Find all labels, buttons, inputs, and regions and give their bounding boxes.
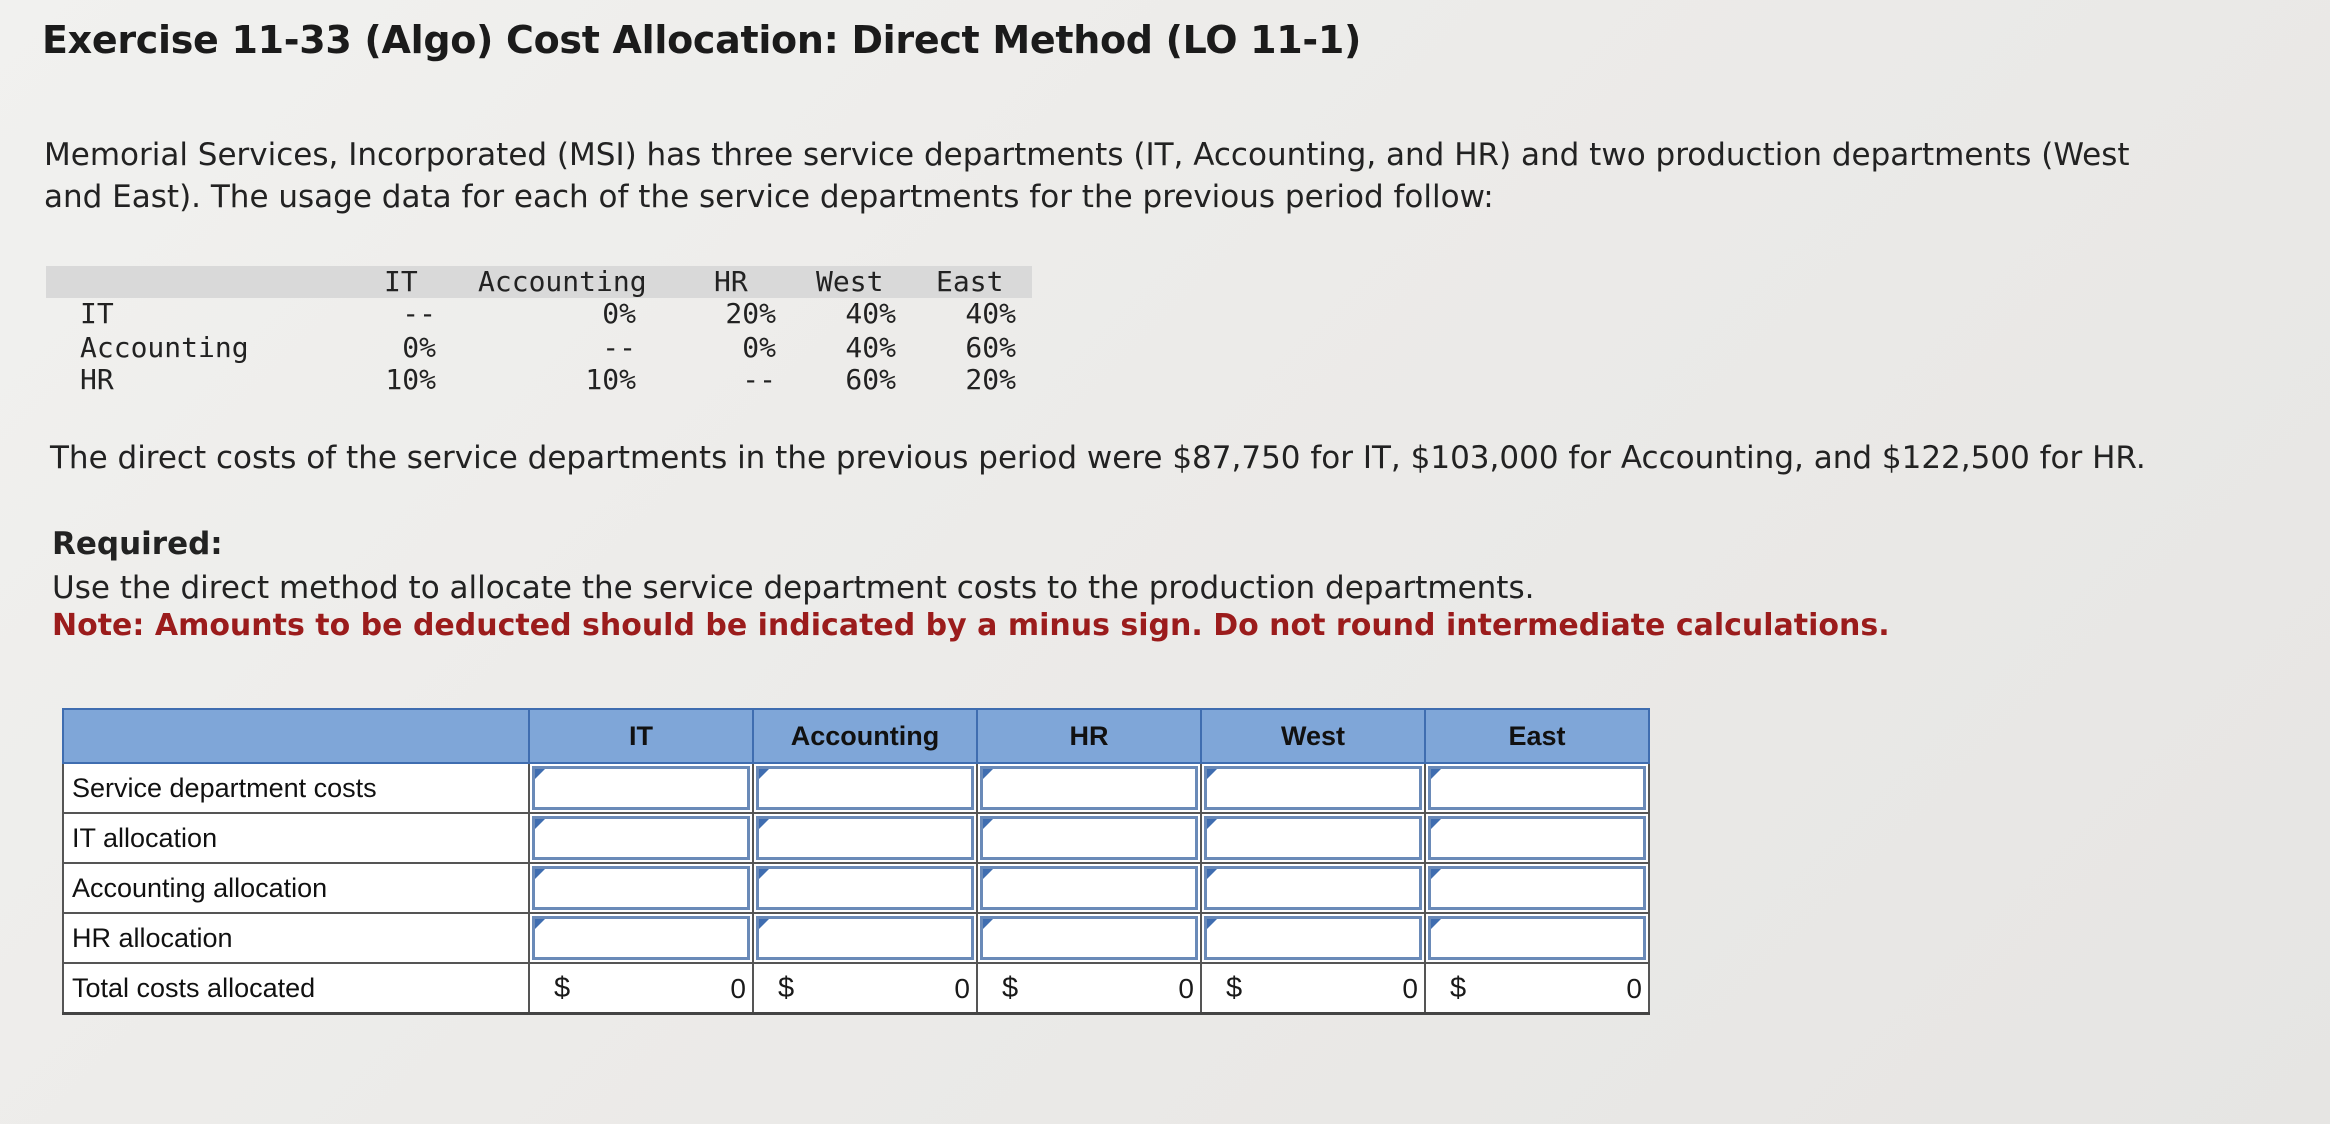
usage-cell: -- <box>602 331 636 364</box>
input-it-alloc-accounting[interactable] <box>753 813 977 863</box>
usage-cell: 40% <box>965 297 1016 330</box>
input-acct-alloc-hr[interactable] <box>977 863 1201 913</box>
input-service-west[interactable] <box>1201 763 1425 813</box>
input-hr-alloc-accounting[interactable] <box>753 913 977 963</box>
required-note: Note: Amounts to be deducted should be indicated by a minus sign. Do not round intermediate calculations. <box>52 608 1890 643</box>
table-row <box>63 863 1649 913</box>
currency-symbol: $ <box>554 972 571 1004</box>
usage-cell: 0% <box>602 297 636 330</box>
total-west <box>1201 963 1425 1014</box>
usage-col-east: East <box>936 265 1004 298</box>
total-value: 0 <box>1178 973 1194 1004</box>
usage-row-label: Accounting <box>80 331 249 364</box>
input-acct-alloc-it[interactable] <box>529 863 753 913</box>
intro-paragraph: Memorial Services, Incorporated (MSI) has three service departments (IT, Accounting, and HR) and two production departments (West and East). The usage data for each of the service departments for the previous period follow: <box>44 137 2130 215</box>
input-acct-alloc-east[interactable] <box>1425 863 1649 913</box>
input-it-alloc-hr[interactable] <box>977 813 1201 863</box>
answer-header-blank <box>63 709 529 763</box>
required-heading: Required: <box>52 526 223 562</box>
row-label-service-costs: Service department costs <box>63 763 529 813</box>
row-label-total: Total costs allocated <box>63 963 529 1014</box>
input-hr-alloc-hr[interactable] <box>977 913 1201 963</box>
input-acct-alloc-accounting[interactable] <box>753 863 977 913</box>
total-east <box>1425 963 1649 1014</box>
usage-cell: 0% <box>742 331 776 364</box>
answer-col-west: West <box>1201 709 1425 763</box>
currency-symbol: $ <box>1450 972 1467 1004</box>
usage-cell: 40% <box>845 297 896 330</box>
usage-cell: 60% <box>845 363 896 396</box>
usage-cell: 10% <box>585 363 636 396</box>
total-value: 0 <box>1402 973 1418 1004</box>
usage-cell: 20% <box>725 297 776 330</box>
usage-cell: 0% <box>402 331 436 364</box>
usage-cell: 40% <box>845 331 896 364</box>
usage-col-it: IT <box>384 265 418 298</box>
row-label-hr-allocation: HR allocation <box>63 913 529 963</box>
input-service-it[interactable] <box>529 763 753 813</box>
answer-table <box>62 708 1650 1015</box>
usage-cell: -- <box>402 297 436 330</box>
usage-cell: 60% <box>965 331 1016 364</box>
total-value: 0 <box>954 973 970 1004</box>
required-text: Use the direct method to allocate the service department costs to the production departments. <box>52 570 1535 606</box>
usage-col-west: West <box>816 265 884 298</box>
usage-row-label: IT <box>80 297 114 330</box>
total-value: 0 <box>1626 973 1642 1004</box>
answer-col-it: IT <box>529 709 753 763</box>
total-it <box>529 963 753 1014</box>
input-hr-alloc-east[interactable] <box>1425 913 1649 963</box>
usage-cell: 20% <box>965 363 1016 396</box>
total-accounting <box>753 963 977 1014</box>
total-hr <box>977 963 1201 1014</box>
input-it-alloc-east[interactable] <box>1425 813 1649 863</box>
input-acct-alloc-west[interactable] <box>1201 863 1425 913</box>
row-label-accounting-allocation: Accounting allocation <box>63 863 529 913</box>
input-it-alloc-west[interactable] <box>1201 813 1425 863</box>
usage-cell: -- <box>742 363 776 396</box>
row-label-it-allocation: IT allocation <box>63 813 529 863</box>
input-service-hr[interactable] <box>977 763 1201 813</box>
usage-col-hr: HR <box>714 265 748 298</box>
direct-costs-text: The direct costs of the service departments in the previous period were $87,750 for IT, $103,000 for Accounting, and $122,500 for HR. <box>50 440 2146 476</box>
currency-symbol: $ <box>778 972 795 1004</box>
input-service-east[interactable] <box>1425 763 1649 813</box>
currency-symbol: $ <box>1002 972 1019 1004</box>
answer-col-hr: HR <box>977 709 1201 763</box>
input-hr-alloc-west[interactable] <box>1201 913 1425 963</box>
usage-col-accounting: Accounting <box>478 265 647 298</box>
table-row-total <box>63 963 1649 1014</box>
currency-symbol: $ <box>1226 972 1243 1004</box>
table-row <box>63 763 1649 813</box>
table-row <box>63 813 1649 863</box>
usage-row-label: HR <box>80 363 114 396</box>
usage-cell: 10% <box>385 363 436 396</box>
input-it-alloc-it[interactable] <box>529 813 753 863</box>
total-value: 0 <box>730 973 746 1004</box>
input-service-accounting[interactable] <box>753 763 977 813</box>
answer-header-row <box>63 709 1649 763</box>
answer-col-accounting: Accounting <box>753 709 977 763</box>
table-row <box>63 913 1649 963</box>
page-title: Exercise 11-33 (Algo) Cost Allocation: Direct Method (LO 11-1) <box>42 18 1362 62</box>
answer-col-east: East <box>1425 709 1649 763</box>
input-hr-alloc-it[interactable] <box>529 913 753 963</box>
